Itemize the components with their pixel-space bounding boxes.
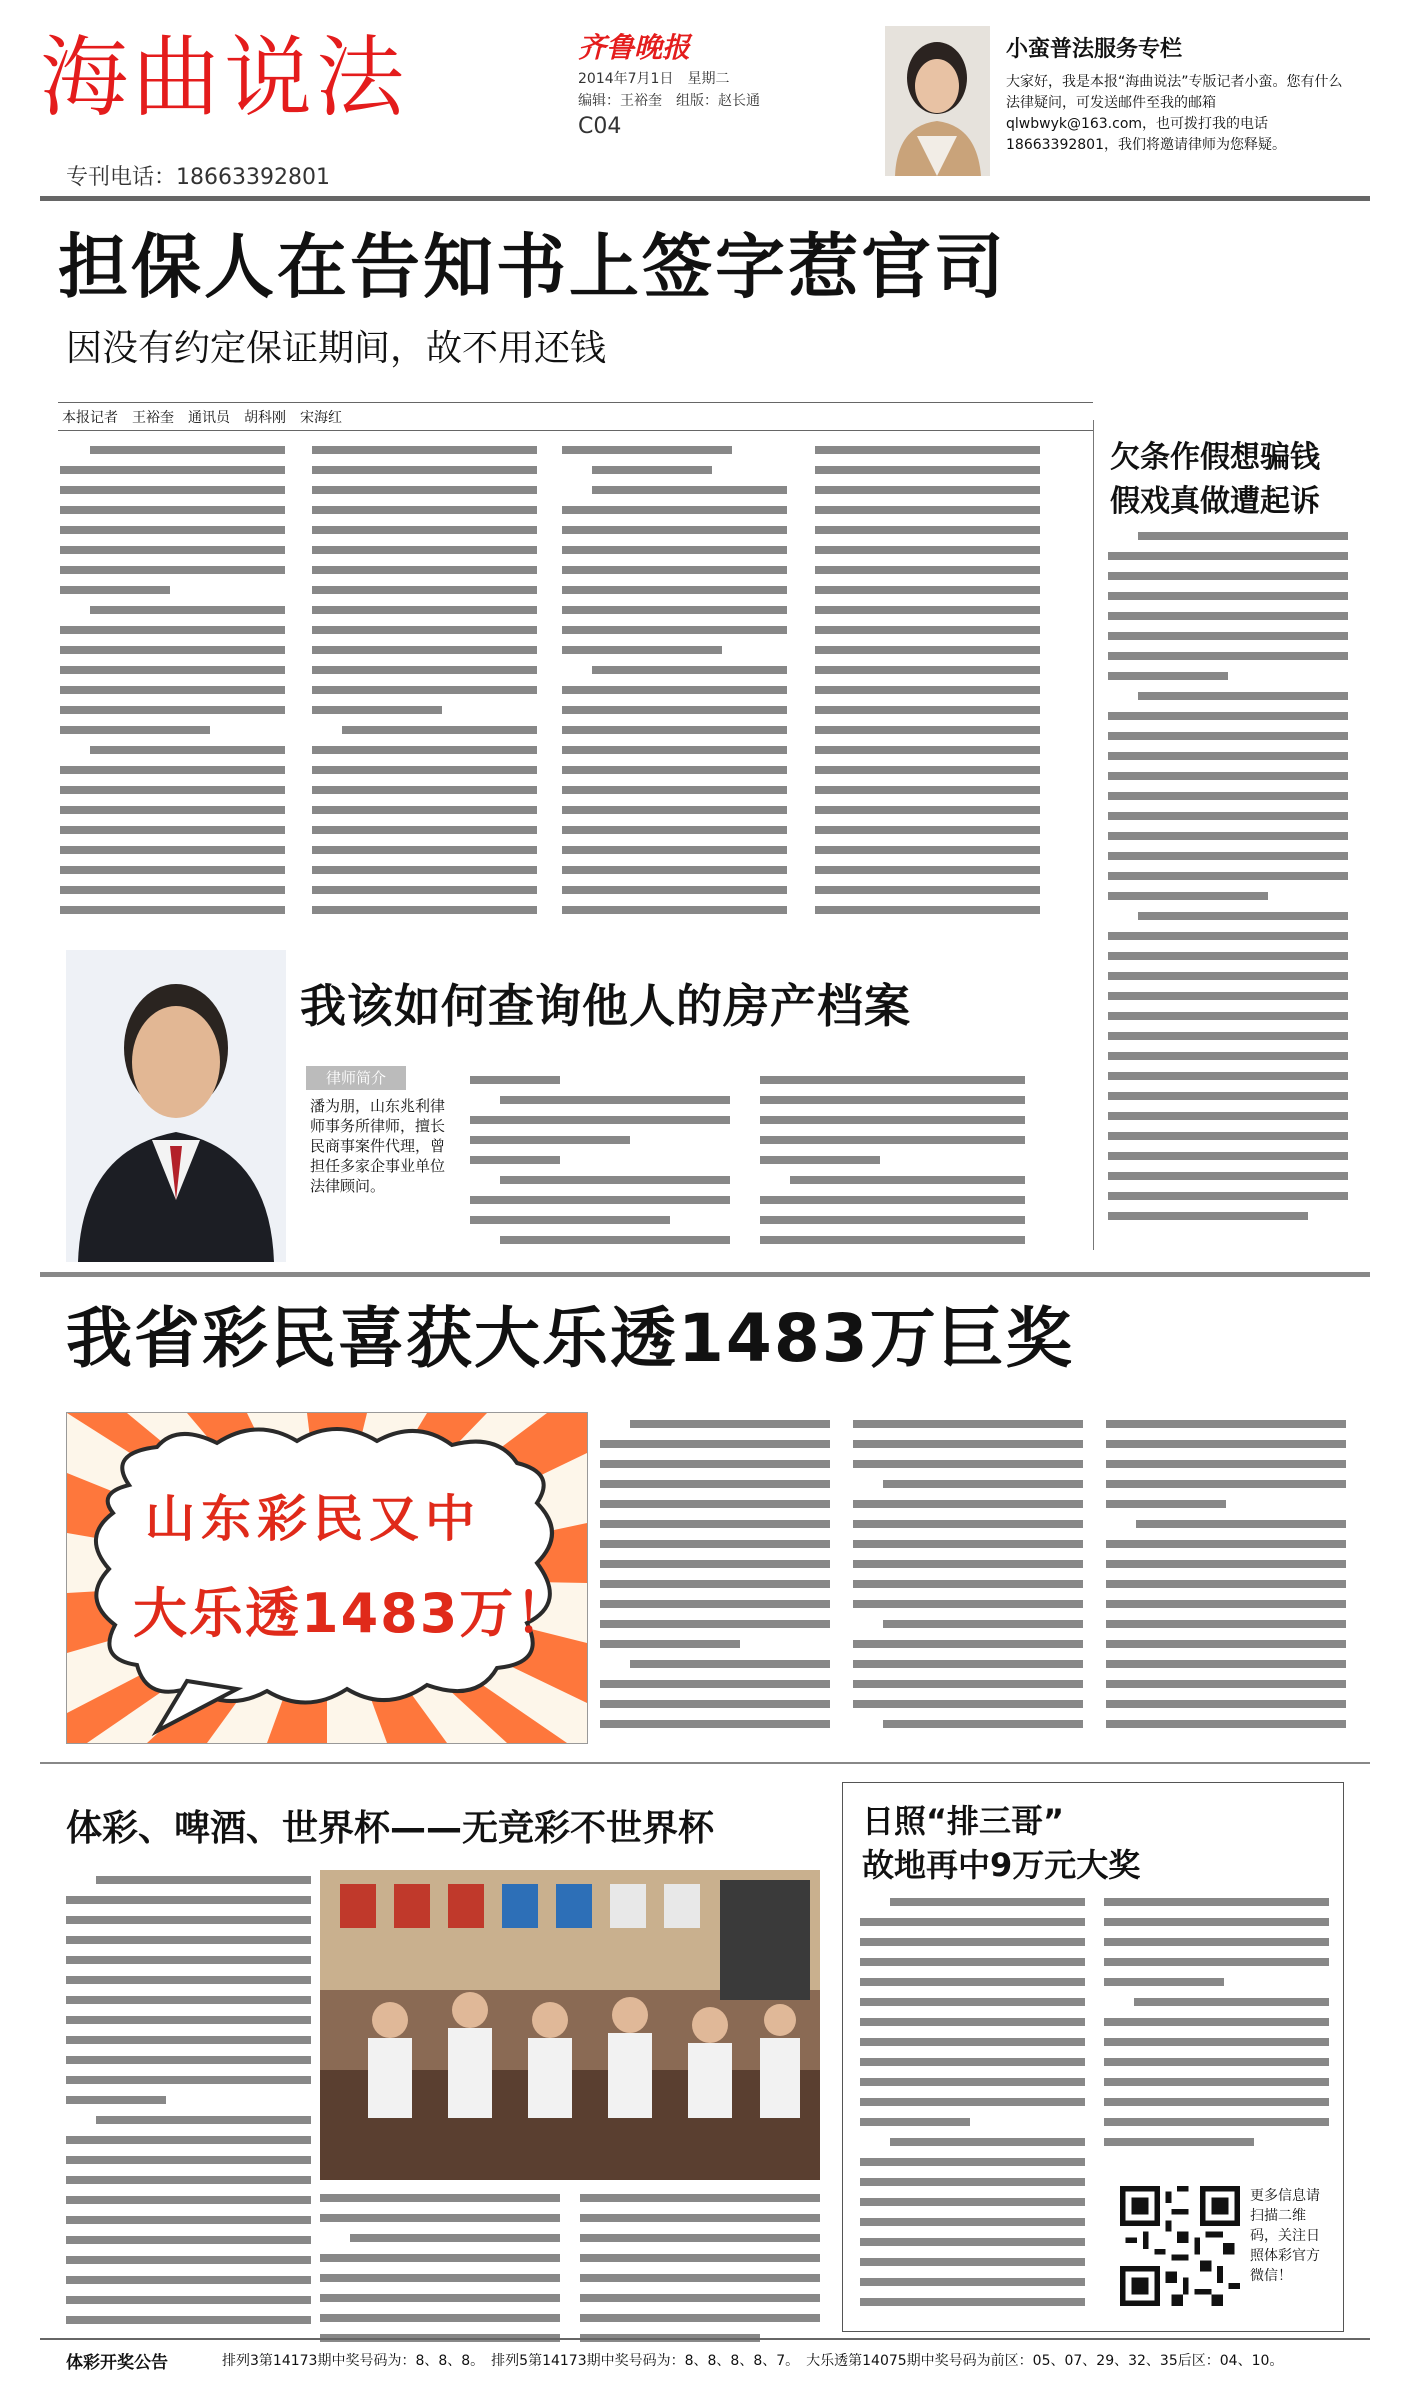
lawyer-photo <box>66 950 286 1262</box>
side-headline-1: 欠条作假想骗钱 <box>1110 440 1320 475</box>
banner-line-2: 大乐透1483万！ <box>133 1582 572 1645</box>
column-box-text: 大家好，我是本报“海曲说法”专版记者小蛮。您有什么法律疑问，可发送邮件至我的邮箱qlwbwyk@163.com，也可拨打我的电话18663392801，我们将邀请律师为您释疑。 <box>1006 74 1343 153</box>
right-column-rule <box>1093 420 1094 1250</box>
rizhao-headline-2: 故地再中9万元大奖 <box>862 1846 1141 1884</box>
column-box-title: 小蛮普法服务专栏 <box>1006 37 1183 62</box>
worldcup-body-col-1 <box>66 1870 311 2340</box>
rizhao-headline-1: 日照“排三哥” <box>862 1802 1065 1840</box>
byline-rule <box>58 402 1093 403</box>
side-headline-2: 假戏真做遭起诉 <box>1110 484 1320 519</box>
lottery-body-col-2 <box>853 1414 1083 1744</box>
editor-credits: 编辑：王裕奎 组版：赵长通 <box>578 93 760 109</box>
reporter-photo <box>885 26 990 176</box>
qa-body-col-2 <box>760 1070 1025 1250</box>
worldcup-body-col-2 <box>320 2188 560 2348</box>
footer-results: 排列3第14173期中奖号码为：8、8、8。 排列5第14173期中奖号码为：8、8、8、8、7。 大乐透第14075期中奖号码为前区：05、07、29、32、35后区：04、10。 <box>222 2353 1284 2369</box>
qa-body-col-1 <box>470 1070 730 1250</box>
masthead-title: 海曲说法 <box>40 26 409 129</box>
lottery-body-col-3 <box>1106 1414 1346 1744</box>
qa-headline: 我该如何查询他人的房产档案 <box>300 979 911 1033</box>
newspaper-brand: 齐鲁晚报 <box>578 31 691 64</box>
profile-label: 律师简介 <box>306 1066 406 1090</box>
lead-subhead: 因没有约定保证期间，故不用还钱 <box>66 328 607 369</box>
qr-caption: 更多信息请扫描二维码，关注日照体彩官方微信！ <box>1250 2188 1320 2284</box>
worldcup-body-col-3 <box>580 2188 820 2348</box>
lead-body-col-2 <box>312 440 537 930</box>
lottery-body-col-1 <box>600 1414 830 1744</box>
lead-byline: 本报记者 王裕奎 通讯员 胡科刚 宋海红 <box>62 410 342 426</box>
lottery-headline: 我省彩民喜获大乐透1483万巨奖 <box>66 1300 1074 1377</box>
section-divider-1 <box>40 1272 1370 1277</box>
qr-code <box>1120 2186 1240 2306</box>
lead-headline: 担保人在告知书上签字惹官司 <box>58 226 1007 308</box>
lead-body-col-1 <box>60 440 285 930</box>
worldcup-headline: 体彩、啤酒、世界杯——无竞彩不世界杯 <box>66 1808 715 1849</box>
issue-date: 2014年7月1日 星期二 <box>578 71 730 87</box>
lead-body-col-3 <box>562 440 787 930</box>
footer-rule <box>40 2338 1370 2340</box>
page-number: C04 <box>578 114 622 139</box>
profile-text: 潘为朋，山东兆利律师事务所律师，擅长民商事案件代理，曾担任多家企事业单位法律顾问。 <box>310 1097 446 1195</box>
banner-line-1: 山东彩民又中 <box>145 1490 481 1548</box>
worldcup-photo <box>320 1870 820 2180</box>
rizhao-body-col-2 <box>1104 1892 1329 2152</box>
lead-body-col-4 <box>815 440 1040 930</box>
masthead-divider <box>40 196 1370 201</box>
rizhao-body-col-1 <box>860 1892 1085 2322</box>
byline-rule-2 <box>58 430 1093 431</box>
footer-label: 体彩开奖公告 <box>66 2353 168 2373</box>
side-body <box>1108 526 1348 1246</box>
section-divider-2 <box>40 1762 1370 1764</box>
hotline: 专刊电话：18663392801 <box>66 165 330 190</box>
lottery-banner <box>66 1412 588 1744</box>
